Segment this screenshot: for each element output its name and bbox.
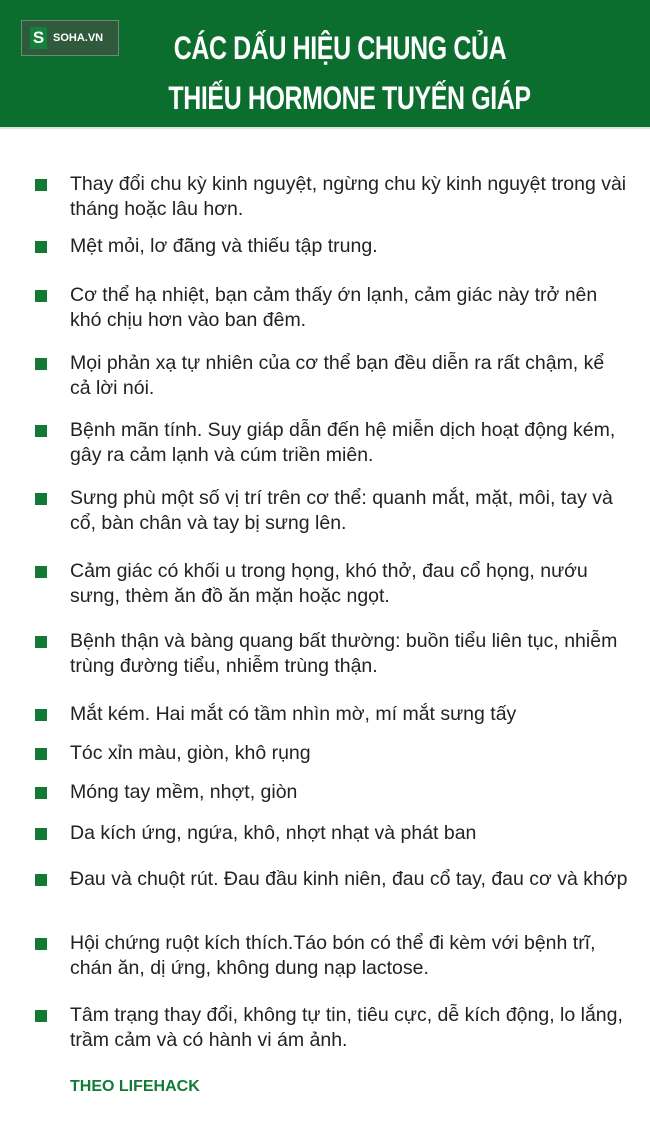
title-line-2: THIẾU HORMONE TUYẾN GIÁP: [168, 80, 531, 116]
square-bullet-icon: [35, 179, 47, 191]
square-bullet-icon: [35, 241, 47, 253]
square-bullet-icon: [35, 787, 47, 799]
source-credit: THEO LIFEHACK: [70, 1078, 200, 1095]
square-bullet-icon: [35, 290, 47, 302]
square-bullet-icon: [35, 938, 47, 950]
square-bullet-icon: [35, 358, 47, 370]
square-bullet-icon: [35, 566, 47, 578]
square-bullet-icon: [35, 748, 47, 760]
square-bullet-icon: [35, 709, 47, 721]
square-bullet-icon: [35, 1010, 47, 1022]
title-line-1: CÁC DẤU HIỆU CHUNG CỦA: [173, 30, 507, 66]
square-bullet-icon: [35, 636, 47, 648]
square-bullet-icon: [35, 425, 47, 437]
square-bullet-icon: [35, 828, 47, 840]
soha-logo: [21, 20, 119, 56]
square-bullet-icon: [35, 493, 47, 505]
header-banner: [0, 0, 650, 129]
square-bullet-icon: [35, 874, 47, 886]
logo-letter: S: [30, 27, 47, 49]
logo-text: SOHA.VN: [53, 32, 104, 44]
